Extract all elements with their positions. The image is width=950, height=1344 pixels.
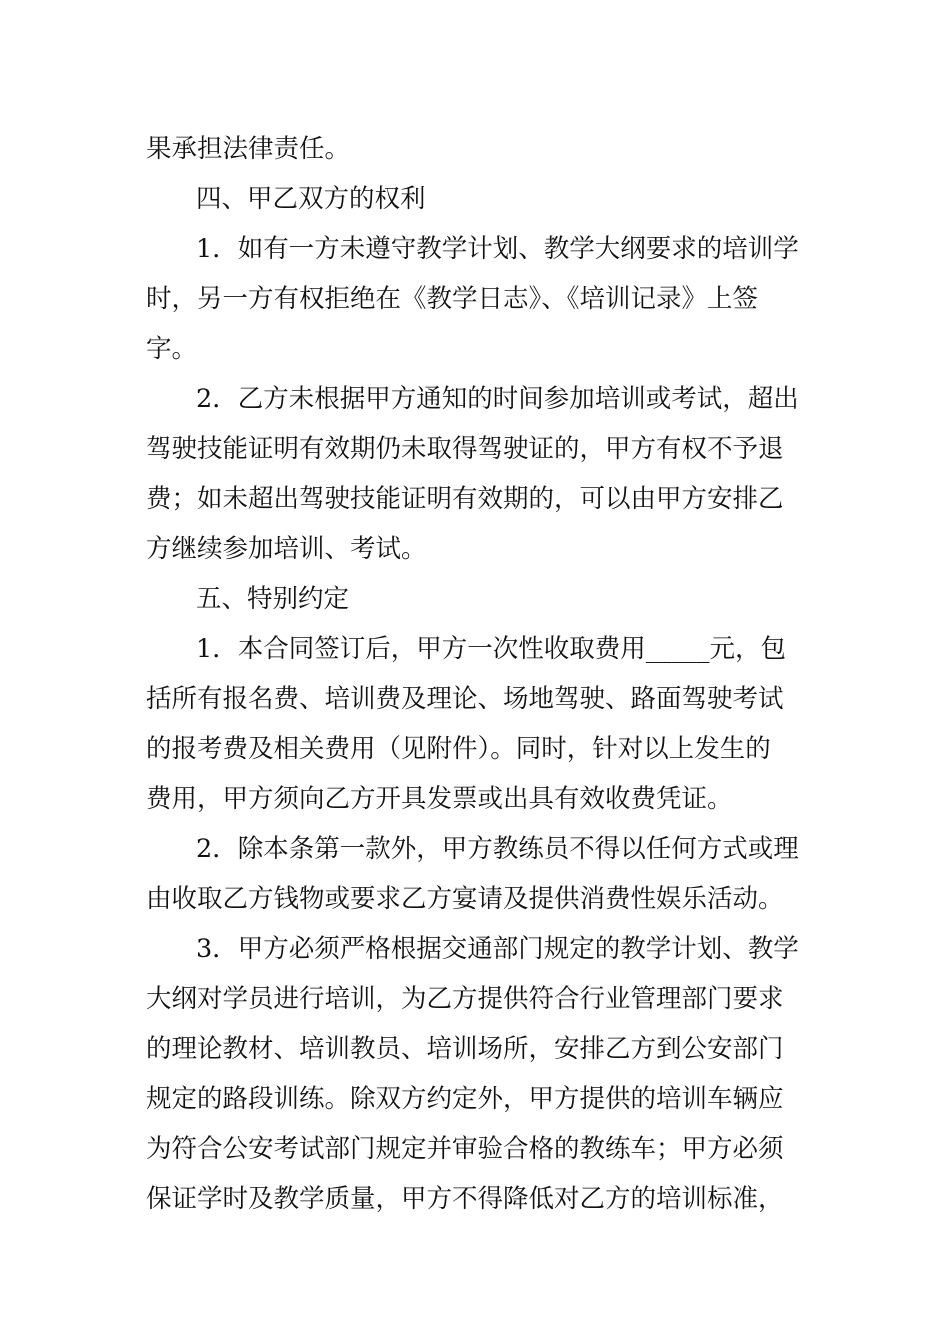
paragraph-line: 规定的路段训练。除双方约定外，甲方提供的培训车辆应	[146, 1084, 784, 1114]
paragraph-line: 2．乙方未根据甲方通知的时间参加培训或考试，超出	[196, 384, 799, 414]
paragraph-line: 驾驶技能证明有效期仍未取得驾驶证的，甲方有权不予退	[146, 434, 784, 464]
paragraph-line: 1．如有一方未遵守教学计划、教学大纲要求的培训学	[196, 234, 799, 264]
section-heading-special: 五、特别约定	[196, 584, 350, 614]
paragraph-line: 果承担法律责任。	[146, 134, 351, 164]
section-heading-rights: 四、甲乙双方的权利	[196, 184, 426, 214]
paragraph-line: 方继续参加培训、考试。	[146, 534, 427, 564]
paragraph-line: 的理论教材、培训教员、培训场所，安排乙方到公安部门	[146, 1034, 784, 1064]
paragraph-line: 由收取乙方钱物或要求乙方宴请及提供消费性娱乐活动。	[146, 884, 784, 914]
paragraph-line: 费；如未超出驾驶技能证明有效期的，可以由甲方安排乙	[146, 484, 784, 514]
paragraph-line: 括所有报名费、培训费及理论、场地驾驶、路面驾驶考试	[146, 684, 784, 714]
paragraph-line: 保证学时及教学质量，甲方不得降低对乙方的培训标准，	[146, 1184, 784, 1214]
paragraph-line: 大纲对学员进行培训，为乙方提供符合行业管理部门要求	[146, 984, 784, 1014]
paragraph-line: 2．除本条第一款外，甲方教练员不得以任何方式或理	[196, 834, 799, 864]
paragraph-line: 费用，甲方须向乙方开具发票或出具有效收费凭证。	[146, 784, 733, 814]
paragraph-line: 的报考费及相关费用（见附件）。同时，针对以上发生的	[146, 734, 771, 764]
paragraph-line: 字。	[146, 334, 198, 364]
paragraph-line: 时，另一方有权拒绝在《教学日志》、《培训记录》上签	[146, 284, 759, 314]
paragraph-line: 为符合公安考试部门规定并审验合格的教练车；甲方必须	[146, 1134, 784, 1164]
paragraph-line: 1．本合同签订后，甲方一次性收取费用_____元，包	[196, 634, 786, 664]
paragraph-line: 3．甲方必须严格根据交通部门规定的教学计划、教学	[196, 934, 799, 964]
